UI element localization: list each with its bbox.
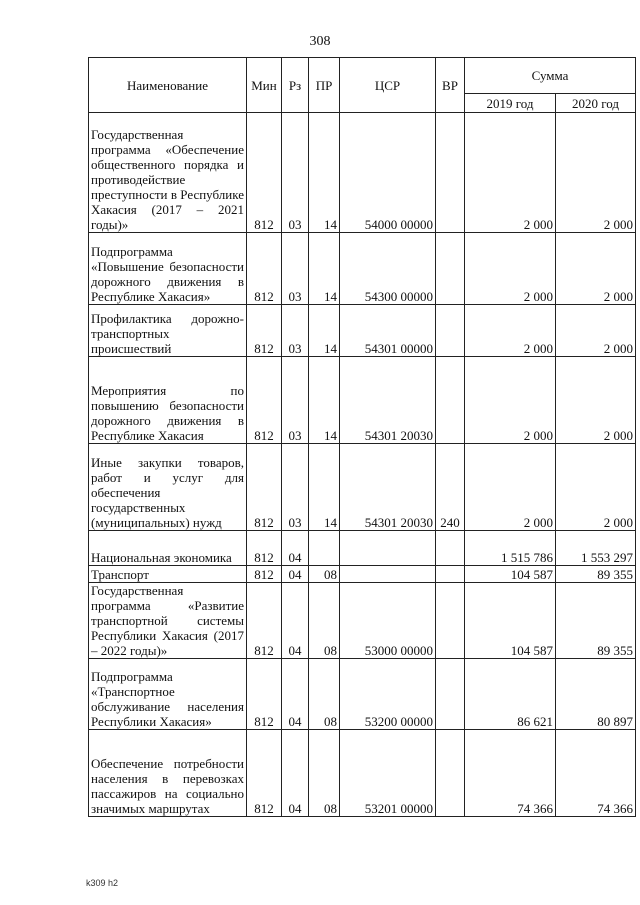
row-rz: 04 <box>282 730 309 817</box>
row-pr: 08 <box>309 583 340 659</box>
row-sum-2019: 74 366 <box>465 730 556 817</box>
row-sum-2020: 2 000 <box>556 233 636 305</box>
row-csr <box>340 531 436 566</box>
table-row <box>89 357 636 444</box>
table-row <box>89 305 636 357</box>
row-pr: 08 <box>309 730 340 817</box>
row-sum-2019: 2 000 <box>465 305 556 357</box>
row-sum-2019: 2 000 <box>465 357 556 444</box>
row-sum-2019: 1 515 786 <box>465 531 556 566</box>
row-min: 812 <box>247 113 282 233</box>
row-sum-2019: 104 587 <box>465 566 556 583</box>
row-rz: 04 <box>282 531 309 566</box>
header-year-2020: 2020 год <box>556 94 636 113</box>
page-number: 308 <box>309 34 331 49</box>
row-sum-2020: 74 366 <box>556 730 636 817</box>
row-vr <box>436 566 465 583</box>
row-rz: 03 <box>282 305 309 357</box>
row-vr <box>436 531 465 566</box>
row-pr: 14 <box>309 113 340 233</box>
row-pr: 14 <box>309 444 340 531</box>
row-name: Государственная программа «Развитие транспортной системы Республики Хакасия (2017 – 2022 годы)» <box>89 583 247 659</box>
table-row <box>89 444 636 531</box>
row-csr: 53000 00000 <box>340 583 436 659</box>
row-name: Государственная программа «Обеспечение общественного порядка и противодействие преступности в Республике Хакасия (2017 – 2021 годы)» <box>89 113 247 233</box>
row-sum-2020: 2 000 <box>556 305 636 357</box>
table-row <box>89 566 636 583</box>
header-name: Наименование <box>89 58 247 113</box>
row-min: 812 <box>247 583 282 659</box>
row-pr: 08 <box>309 659 340 730</box>
row-csr: 54301 20030 <box>340 357 436 444</box>
row-rz: 03 <box>282 233 309 305</box>
row-sum-2020: 89 355 <box>556 583 636 659</box>
row-pr: 14 <box>309 233 340 305</box>
row-rz: 04 <box>282 659 309 730</box>
row-min: 812 <box>247 659 282 730</box>
row-pr: 14 <box>309 357 340 444</box>
header-csr: ЦСР <box>340 58 436 113</box>
row-rz: 04 <box>282 566 309 583</box>
header-vr: ВР <box>436 58 465 113</box>
table-row <box>89 531 636 566</box>
budget-table <box>88 57 636 817</box>
row-csr: 54000 00000 <box>340 113 436 233</box>
table-row <box>89 659 636 730</box>
row-vr: 240 <box>436 444 465 531</box>
row-csr: 54301 20030 <box>340 444 436 531</box>
footer-code: k309 h2 <box>86 878 119 888</box>
row-sum-2020: 2 000 <box>556 113 636 233</box>
row-name: Обеспечение потребности населения в перевозках пассажиров на социально значимых маршрутах <box>89 730 247 817</box>
row-sum-2019: 2 000 <box>465 233 556 305</box>
row-sum-2019: 104 587 <box>465 583 556 659</box>
row-min: 812 <box>247 357 282 444</box>
row-csr: 53200 00000 <box>340 659 436 730</box>
row-sum-2019: 2 000 <box>465 444 556 531</box>
table-row <box>89 113 636 233</box>
row-vr <box>436 233 465 305</box>
row-min: 812 <box>247 566 282 583</box>
table-row <box>89 233 636 305</box>
row-name: Национальная экономика <box>89 531 247 566</box>
row-pr: 08 <box>309 566 340 583</box>
row-vr <box>436 357 465 444</box>
row-name: Мероприятия по повышению безопасности дорожного движения в Республике Хакасия <box>89 357 247 444</box>
row-vr <box>436 730 465 817</box>
row-min: 812 <box>247 531 282 566</box>
row-name: Подпрограмма «Транспортное обслуживание населения Республики Хакасия» <box>89 659 247 730</box>
row-csr <box>340 566 436 583</box>
row-rz: 03 <box>282 113 309 233</box>
row-rz: 03 <box>282 444 309 531</box>
row-sum-2020: 1 553 297 <box>556 531 636 566</box>
row-pr <box>309 531 340 566</box>
row-vr <box>436 305 465 357</box>
row-sum-2020: 2 000 <box>556 444 636 531</box>
row-min: 812 <box>247 305 282 357</box>
row-sum-2020: 2 000 <box>556 357 636 444</box>
row-name: Профилактика дорожно-транспортных происшествий <box>89 305 247 357</box>
row-vr <box>436 583 465 659</box>
header-min: Мин <box>247 58 282 113</box>
row-sum-2020: 80 897 <box>556 659 636 730</box>
header-pr: ПР <box>309 58 340 113</box>
row-csr: 54301 00000 <box>340 305 436 357</box>
header-rz: Рз <box>282 58 309 113</box>
row-name: Подпрограмма «Повышение безопасности дорожного движения в Республике Хакасия» <box>89 233 247 305</box>
row-min: 812 <box>247 444 282 531</box>
row-min: 812 <box>247 233 282 305</box>
row-name: Транспорт <box>89 566 247 583</box>
row-rz: 03 <box>282 357 309 444</box>
row-min: 812 <box>247 730 282 817</box>
row-csr: 53201 00000 <box>340 730 436 817</box>
row-rz: 04 <box>282 583 309 659</box>
header-sum: Сумма <box>465 58 636 94</box>
header-year-2019: 2019 год <box>465 94 556 113</box>
row-sum-2020: 89 355 <box>556 566 636 583</box>
row-name: Иные закупки товаров, работ и услуг для обеспечения государственных (муниципальных) нужд <box>89 444 247 531</box>
row-sum-2019: 86 621 <box>465 659 556 730</box>
row-csr: 54300 00000 <box>340 233 436 305</box>
table-row <box>89 583 636 659</box>
row-sum-2019: 2 000 <box>465 113 556 233</box>
table-row <box>89 730 636 817</box>
row-vr <box>436 113 465 233</box>
row-pr: 14 <box>309 305 340 357</box>
row-vr <box>436 659 465 730</box>
